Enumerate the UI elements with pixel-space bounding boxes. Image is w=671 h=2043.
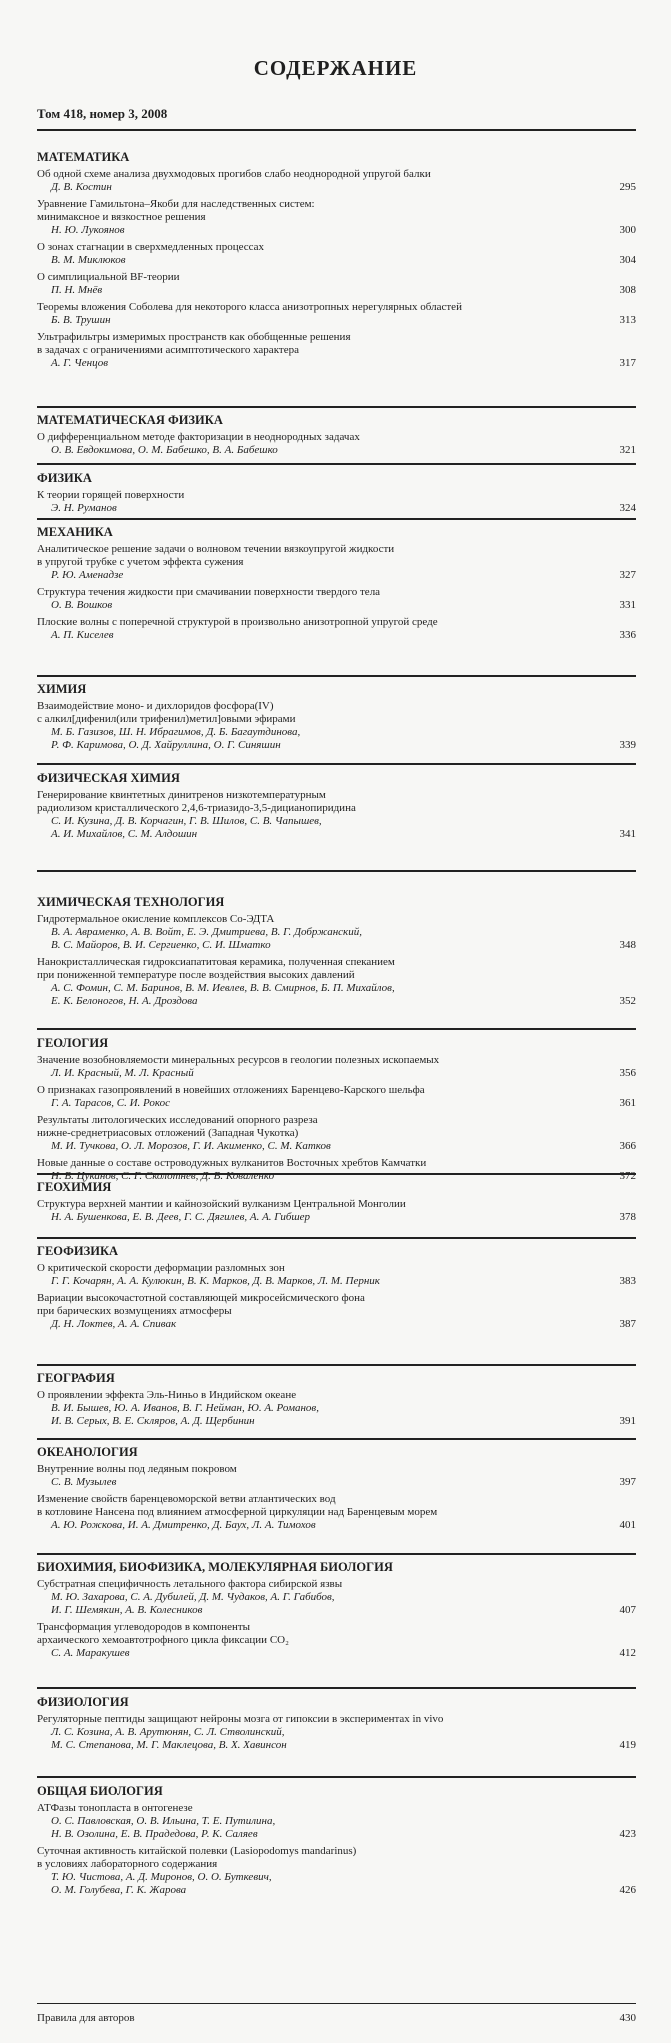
entry-title: Структура течения жидкости при смачивании поверхности твердого тела: [37, 586, 381, 598]
entry-authors: Л. С. Козина, А. В. Арутюнян, С. Л. Стволинский, М. С. Степанова, М. Г. Маклецова, В. Х. Хавинсон: [51, 1726, 287, 1751]
entry-authors-row: [37, 629, 636, 642]
toc-entry[interactable]: [37, 789, 636, 841]
entry-page-number: 331: [619, 599, 636, 611]
toc-section: [37, 771, 636, 845]
entry-authors-row: [37, 1519, 636, 1532]
entry-authors-row: [37, 181, 636, 194]
entry-authors-row: [37, 1275, 636, 1288]
toc-entry[interactable]: [37, 586, 636, 612]
toc-entry[interactable]: [37, 489, 636, 515]
entry-page-number: 304: [619, 254, 636, 266]
entry-authors-row: [37, 502, 636, 515]
section-title: ГЕОХИМИЯ: [37, 1180, 112, 1194]
section-title: ГЕОГРАФИЯ: [37, 1371, 115, 1385]
entry-authors-row: [37, 726, 636, 752]
issue-info: Том 418, номер 3, 2008: [37, 106, 168, 121]
entry-authors-row: [37, 599, 636, 612]
toc-section: [37, 1695, 636, 1756]
entry-authors: В. И. Бышев, Ю. А. Иванов, В. Г. Нейман, Ю. А. Романов, И. В. Серых, В. Е. Скляров, А. Д. Щербинин: [51, 1402, 319, 1427]
entry-title: Об одной схеме анализа двухмодовых прогибов слабо неоднородной упругой балки: [37, 168, 431, 180]
entry-page-number: 341: [619, 828, 636, 840]
toc-entry[interactable]: [37, 956, 636, 1008]
section-divider: [37, 1237, 636, 1239]
section-title: ХИМИЯ: [37, 682, 87, 696]
entry-title: О дифференциальном методе факторизации в неоднородных задачах: [37, 431, 360, 443]
toc-entry[interactable]: [37, 301, 636, 327]
entry-authors-row: [37, 926, 636, 952]
section-divider: [37, 1553, 636, 1555]
toc-section: [37, 413, 636, 461]
section-divider: [37, 1776, 636, 1778]
toc-entry[interactable]: [37, 1802, 636, 1841]
entry-page-number: 378: [619, 1211, 636, 1223]
entry-authors: А. Ю. Рожкова, И. А. Дмитренко, Д. Баух, Л. А. Тимохов: [51, 1519, 316, 1531]
toc-section: [37, 150, 636, 374]
entry-title: Суточная активность китайской полевки (Lasiopodomys mandarinus) в условиях лабораторного содержания: [37, 1845, 357, 1870]
entry-authors: П. Н. Мнёв: [51, 284, 103, 296]
entry-authors: С. И. Кузина, Д. В. Корчагин, Г. В. Шилов, С. В. Чапышев, А. И. Михайлов, С. М. Алдошин: [51, 815, 322, 840]
entry-authors: Г. А. Тарасов, С. И. Рокос: [51, 1097, 170, 1109]
section-divider: [37, 675, 636, 677]
section-divider: [37, 1028, 636, 1030]
entry-page-number: 295: [619, 181, 636, 193]
entry-authors: О. В. Евдокимова, О. М. Бабешко, В. А. Бабешко: [51, 444, 278, 456]
entry-authors-row: [37, 224, 636, 237]
toc-entry[interactable]: [37, 168, 636, 194]
toc-section: [37, 1445, 636, 1536]
toc-entry[interactable]: [37, 271, 636, 297]
entry-authors: С. В. Музылев: [51, 1476, 117, 1488]
entry-title: Гидротермальное окисление комплексов Со-ЭДТА: [37, 913, 275, 925]
page-title: СОДЕРЖАНИЕ: [253, 56, 418, 80]
header-divider: [37, 129, 636, 131]
section-divider: [37, 1687, 636, 1689]
footer-page-number: 430: [619, 2012, 636, 2024]
entry-page-number: 317: [619, 357, 636, 369]
section-divider: [37, 1173, 636, 1175]
entry-title: Аналитическое решение задачи о волновом течении вязкоупругой жидкости в упругой трубке с учетом эффекта сужения: [37, 543, 395, 568]
entry-authors-row: [37, 1726, 636, 1752]
entry-page-number: 387: [619, 1318, 636, 1330]
section-title: ФИЗИЧЕСКАЯ ХИМИЯ: [37, 771, 180, 785]
toc-section: [37, 1036, 636, 1187]
toc-section: [37, 1784, 636, 1901]
entry-authors-row: [37, 815, 636, 841]
entry-authors-row: [37, 982, 636, 1008]
entry-authors: Б. В. Трушин: [51, 314, 111, 326]
entry-page-number: 324: [619, 502, 636, 514]
entry-page-number: 348: [619, 939, 636, 951]
toc-entry[interactable]: [37, 543, 636, 582]
entry-page-number: 339: [619, 739, 636, 751]
entry-page-number: 327: [619, 569, 636, 581]
toc-entry[interactable]: [37, 1262, 636, 1288]
section-divider: [37, 1364, 636, 1366]
entry-page-number: 361: [619, 1097, 636, 1109]
section-title: МЕХАНИКА: [37, 525, 113, 539]
entry-title: Структура верхней мантии и кайнозойский вулканизм Центральной Монголии: [37, 1198, 406, 1210]
entry-authors-row: [37, 1871, 636, 1897]
entry-page-number: 383: [619, 1275, 636, 1287]
entry-authors-row: [37, 1591, 636, 1617]
entry-page-number: 300: [619, 224, 636, 236]
entry-page-number: 313: [619, 314, 636, 326]
entry-authors: Т. Ю. Чистова, А. Д. Миронов, О. О. Буткевич, О. М. Голубева, Г. К. Жарова: [51, 1871, 272, 1896]
entry-authors-row: [37, 254, 636, 267]
entry-title: Ультрафильтры измеримых пространств как обобщенные решения в задачах с ограничениями асимптотического характера: [37, 331, 351, 356]
toc-section: [37, 895, 636, 1012]
footer-divider: [37, 2003, 636, 2004]
section-divider: [37, 1438, 636, 1440]
section-title: ФИЗИОЛОГИЯ: [37, 1695, 129, 1709]
entry-authors: О. С. Павловская, О. В. Ильина, Т. Е. Путилина, Н. В. Озолина, Е. В. Прадедова, Р. К. Саляев: [51, 1815, 276, 1840]
entry-authors-row: [37, 569, 636, 582]
entry-authors-row: [37, 1067, 636, 1080]
toc-entry[interactable]: [37, 431, 636, 457]
section-divider: [37, 518, 636, 520]
entry-page-number: 401: [619, 1519, 636, 1531]
entry-title: Результаты литологических исследований опорного разреза нижне-среднетриасовых отложений (Западная Чукотка): [37, 1114, 318, 1139]
entry-authors: Р. Ю. Аменадзе: [51, 569, 124, 581]
entry-authors: С. А. Маракушев: [51, 1647, 130, 1659]
toc-entry[interactable]: [37, 331, 636, 370]
entry-title: Регуляторные пептиды защищают нейроны мозга от гипоксии в экспериментах in vivo: [37, 1713, 444, 1725]
toc-section: [37, 525, 636, 646]
entry-title: Нанокристаллическая гидроксиапатитовая керамика, полученная спеканием при пониженной температуре после воздействия высоких давлений: [37, 956, 395, 981]
entry-title: О критической скорости деформации разломных зон: [37, 1262, 285, 1274]
section-divider: [37, 870, 636, 872]
section-title: МАТЕМАТИКА: [37, 150, 130, 164]
entry-page-number: 366: [619, 1140, 636, 1152]
entry-authors-row: [37, 1140, 636, 1153]
entry-authors: М. Ю. Захарова, С. А. Дубилей, Д. М. Чудаков, А. Г. Габибов, И. Г. Шемякин, А. В. Колесников: [51, 1591, 335, 1616]
entry-title: Изменение свойств баренцевоморской ветви атлантических вод в котловине Нансена под влиянием атмосферной циркуляции над Баренцевым морем: [37, 1493, 438, 1518]
section-title: ОКЕАНОЛОГИЯ: [37, 1445, 138, 1459]
footer-label: Правила для авторов: [37, 2012, 135, 2024]
toc-entry[interactable]: [37, 1389, 636, 1428]
toc-entry[interactable]: [37, 1845, 636, 1897]
entry-authors: Н. А. Бушенкова, Е. В. Деев, Г. С. Дягилев, А. А. Гибшер: [51, 1211, 311, 1223]
entry-page-number: 423: [619, 1828, 636, 1840]
toc-section: [37, 1371, 636, 1432]
entry-authors: Н. Ю. Лукоянов: [51, 224, 125, 236]
entry-authors: А. Г. Ченцов: [51, 357, 108, 369]
entry-page-number: 356: [619, 1067, 636, 1079]
section-title: БИОХИМИЯ, БИОФИЗИКА, МОЛЕКУЛЯРНАЯ БИОЛОГИЯ: [37, 1560, 393, 1574]
entry-authors: М. Б. Газизов, Ш. Н. Ибрагимов, Д. Б. Багаутдинова, Р. Ф. Каримова, О. Д. Хайруллина, О. Г. Синяшин: [51, 726, 301, 751]
entry-title: К теории горящей поверхности: [37, 489, 185, 501]
entry-authors-row: [37, 1318, 636, 1331]
entry-page-number: 372: [619, 1170, 636, 1182]
toc-entry[interactable]: [37, 700, 636, 752]
toc-entry[interactable]: [37, 198, 636, 237]
toc-section: [37, 1560, 636, 1664]
entry-title: Вариации высокочастотной составляющей микросейсмического фона при барических возмущениях атмосферы: [37, 1292, 365, 1317]
entry-page-number: 426: [619, 1884, 636, 1896]
entry-title: О зонах стагнации в сверхмедленных процессах: [37, 241, 265, 253]
entry-authors: Г. Г. Кочарян, А. А. Кулюкин, В. К. Марков, Д. В. Марков, Л. М. Перник: [51, 1275, 380, 1287]
entry-authors: О. В. Вошков: [51, 599, 113, 611]
entry-authors-row: [37, 1211, 636, 1224]
entry-page-number: 308: [619, 284, 636, 296]
toc-entry[interactable]: [37, 1054, 636, 1080]
toc-entry[interactable]: [37, 616, 636, 642]
entry-title: Субстратная специфичность летального фактора сибирской язвы: [37, 1578, 343, 1590]
section-title: ГЕОФИЗИКА: [37, 1244, 119, 1258]
toc-entry[interactable]: [37, 1292, 636, 1331]
toc-entry[interactable]: [37, 1713, 636, 1752]
entry-page-number: 407: [619, 1604, 636, 1616]
entry-page-number: 336: [619, 629, 636, 641]
entry-authors: Н. В. Цуканов, С. Г. Сколотнев, Д. В. Коваленко: [51, 1170, 275, 1182]
toc-entry[interactable]: [37, 241, 636, 267]
entry-authors: М. И. Тучкова, О. Л. Морозов, Г. И. Акименко, С. М. Катков: [51, 1140, 331, 1152]
entry-title: Трансформация углеводородов в компоненты архаического хемоавтотрофного цикла фиксации CO₂: [37, 1621, 289, 1646]
entry-title: Плоские волны с поперечной структурой в произвольно анизотропной упругой среде: [37, 616, 438, 628]
entry-page-number: 412: [619, 1647, 636, 1659]
toc-entry[interactable]: [37, 1084, 636, 1110]
footer-entry[interactable]: [37, 2012, 636, 2025]
entry-page-number: 391: [619, 1415, 636, 1427]
entry-title: О симплициальной BF-теории: [37, 271, 180, 283]
entry-title: О признаках газопроявлений в новейших отложениях Баренцево-Карского шельфа: [37, 1084, 425, 1096]
entry-authors-row: [37, 444, 636, 457]
section-title: ФИЗИКА: [37, 471, 92, 485]
entry-title: Значение возобновляемости минеральных ресурсов в геологии полезных ископаемых: [37, 1054, 440, 1066]
entry-authors-row: [37, 1402, 636, 1428]
entry-title: Взаимодействие моно- и дихлоридов фосфора(IV) с алкил[дифенил(или трифенил)метил]овыми эфирами: [37, 700, 296, 725]
toc-entry[interactable]: [37, 1463, 636, 1489]
entry-title: О проявлении эффекта Эль-Ниньо в Индийском океане: [37, 1389, 297, 1401]
entry-authors: В. М. Миклюков: [51, 254, 126, 266]
section-title: ГЕОЛОГИЯ: [37, 1036, 109, 1050]
entry-authors: А. С. Фомин, С. М. Баринов, В. М. Иевлев, В. В. Смирнов, Б. П. Михайлов, Е. К. Белоногов, Н. А. Дроздова: [51, 982, 395, 1007]
entry-title: Уравнение Гамильтона–Якоби для наследственных систем: минимаксное и вязкостное решения: [37, 198, 315, 223]
entry-authors: Л. И. Красный, М. Л. Красный: [51, 1067, 194, 1079]
entry-authors-row: [37, 357, 636, 370]
toc-entry[interactable]: [37, 913, 636, 952]
toc-entry[interactable]: [37, 1578, 636, 1617]
section-divider: [37, 406, 636, 408]
entry-page-number: 397: [619, 1476, 636, 1488]
toc-section: [37, 1244, 636, 1335]
entry-authors: А. П. Киселев: [51, 629, 114, 641]
entry-authors-row: [37, 284, 636, 297]
section-title: МАТЕМАТИЧЕСКАЯ ФИЗИКА: [37, 413, 223, 427]
section-title: ХИМИЧЕСКАЯ ТЕХНОЛОГИЯ: [37, 895, 225, 909]
entry-title: АТФазы тонопласта в онтогенезе: [37, 1802, 193, 1814]
entry-authors-row: [37, 314, 636, 327]
toc-section: [37, 471, 636, 519]
entry-authors-row: [37, 1097, 636, 1110]
toc-entry[interactable]: [37, 1198, 636, 1224]
entry-authors-row: [37, 1647, 636, 1660]
entry-title: Генерирование квинтетных динитренов низкотемпературным радиолизом кристаллического 2,4,6-триазидо-3,5-дицианопиридина: [37, 789, 356, 814]
toc-section: [37, 682, 636, 756]
entry-page-number: 352: [619, 995, 636, 1007]
section-divider: [37, 463, 636, 465]
section-divider: [37, 763, 636, 765]
toc-entry[interactable]: [37, 1621, 636, 1660]
entry-page-number: 419: [619, 1739, 636, 1751]
entry-authors: Д. Н. Локтев, А. А. Спивак: [51, 1318, 177, 1330]
entry-authors-row: [37, 1815, 636, 1841]
section-title: ОБЩАЯ БИОЛОГИЯ: [37, 1784, 163, 1798]
toc-entry[interactable]: [37, 1114, 636, 1153]
entry-page-number: 321: [619, 444, 636, 456]
entry-title: Теоремы вложения Соболева для некоторого класса анизотропных нерегулярных областей: [37, 301, 462, 313]
entry-authors: Э. Н. Руманов: [51, 502, 117, 514]
entry-title: Новые данные о составе островодужных вулканитов Восточных хребтов Камчатки: [37, 1157, 427, 1169]
entry-authors: Д. В. Костин: [51, 181, 112, 193]
entry-title: Внутренние волны под ледяным покровом: [37, 1463, 237, 1475]
entry-authors: В. А. Авраменко, А. В. Войт, Е. Э. Дмитриева, В. Г. Добржанский, В. С. Майоров, В. И. Сергиенко, С. И. Шматко: [51, 926, 362, 951]
entry-authors-row: [37, 1476, 636, 1489]
toc-entry[interactable]: [37, 1493, 636, 1532]
toc-section: [37, 1180, 636, 1228]
